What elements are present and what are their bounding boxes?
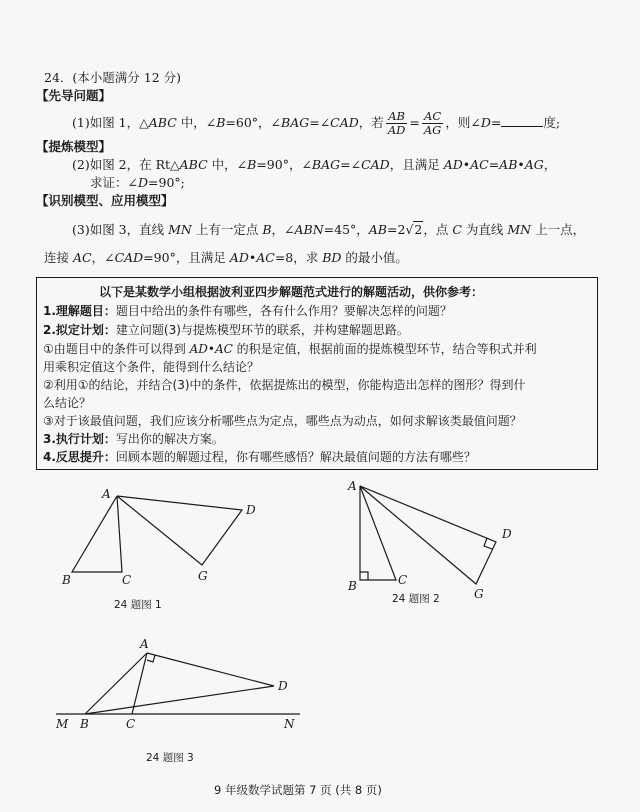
fig2-label-g: G <box>474 587 484 601</box>
question-3-line-1: (3)如图 3，直线 MN 上有一定点 B，∠ABN=45°，AB=2√2，点 C 为直线 MN 上一点， <box>72 222 586 237</box>
section-title-model: 【提炼模型】 <box>36 139 112 154</box>
fraction-ab-ad: $\frac{AB}{AD}$ <box>387 109 406 137</box>
question-2: (2)如图 2，在 Rt△ABC 中，∠B=90°，∠BAG=∠CAD，且满足 AD•AC=AB•AG， <box>72 157 557 172</box>
figure-1 <box>50 480 280 590</box>
question-header: 24．(本小题满分 12 分) <box>44 70 182 85</box>
fraction-ac-ag: $\frac{AC}{AG}$ <box>423 109 442 137</box>
fig3-right-angle-a <box>147 655 155 662</box>
question-1: (1)如图 1，△ABC 中，∠B=60°，∠BAG=∠CAD，若 $\frac{AB}{AD}$ = $\frac{AC}{AG}$ ，则∠D= 度; <box>72 109 561 137</box>
guidance-step-4: 4.反思提升：回顾本题的解题过程，你有哪些感悟？解决最值问题的方法有哪些？ <box>43 450 476 464</box>
guidance-step-3: 3.执行计划：写出你的解决方案。 <box>43 432 224 446</box>
fig1-label-a: A <box>102 487 111 501</box>
guidance-step-2a-cont: 用乘积定值这个条件，能得到什么结论？ <box>43 360 260 374</box>
fig3-label-b: B <box>80 717 89 731</box>
sqrt-symbol: √2 <box>405 222 423 237</box>
figure-2-caption: 24 题图 2 <box>392 593 440 605</box>
guidance-title: 以下是某数学小组根据波利亚四步解题范式进行的解题活动，供你参考： <box>99 285 484 299</box>
fig3-segment-ab <box>85 653 147 714</box>
fig3-label-n: N <box>284 717 295 731</box>
guidance-step-2b-cont: 么结论？ <box>43 396 92 410</box>
fig3-label-a: A <box>140 638 149 651</box>
fig1-triangle-abc <box>72 496 122 572</box>
answer-blank[interactable] <box>501 114 543 127</box>
guidance-step-1: 1.理解题目：题目中给出的条件有哪些，各有什么作用？要解决怎样的问题？ <box>43 304 452 318</box>
fig2-triangle-adg <box>360 486 496 584</box>
figure-3-caption: 24 题图 3 <box>146 752 194 764</box>
figure-3 <box>50 638 310 738</box>
section-title-apply: 【识别模型、应用模型】 <box>36 193 174 208</box>
fig3-segment-bd <box>85 686 274 714</box>
question-3-line-2: 连接 AC，∠CAD=90°，且满足 AD•AC=8，求 BD 的最小值。 <box>44 250 408 265</box>
figure-2 <box>340 476 520 606</box>
fig2-right-angle-b <box>360 572 368 580</box>
question-2-prove: 求证：∠D=90°; <box>90 175 185 190</box>
fig2-label-d: D <box>502 527 512 541</box>
fig1-label-g: G <box>198 569 208 583</box>
guidance-step-2b: ②利用①的结论，并结合(3)中的条件，依据提炼出的模型，你能构造出怎样的图形？得到什 <box>43 378 526 392</box>
figure-1-caption: 24 题图 1 <box>114 599 162 611</box>
fig2-label-b: B <box>348 579 357 593</box>
fig2-triangle-abc <box>360 486 396 580</box>
fig1-triangle-adg <box>117 496 242 565</box>
fig3-label-d: D <box>278 679 288 693</box>
fig2-label-a: A <box>348 479 357 493</box>
guidance-step-2a: ①由题目中的条件可以得到 AD•AC 的积是定值，根据前面的提炼模型环节，结合等积式并利 <box>43 342 537 356</box>
fig1-label-d: D <box>246 503 256 517</box>
guidance-step-2c: ③对于该最值问题，我们应该分析哪些点为定点，哪些点为动点，如何求解该类最值问题？ <box>43 414 522 428</box>
guidance-box <box>36 277 598 470</box>
fig3-segment-ad <box>147 653 274 686</box>
page-footer: 9 年级数学试题第 7 页 (共 8 页) <box>214 783 382 797</box>
fig1-label-b: B <box>62 573 71 587</box>
fig3-label-m: M <box>56 717 69 731</box>
fig3-label-c: C <box>126 717 136 731</box>
section-title-leading-problem: 【先导问题】 <box>36 88 112 103</box>
fig2-label-c: C <box>398 573 408 587</box>
fig1-label-c: C <box>122 573 132 587</box>
guidance-step-2: 2.拟定计划：建立问题(3)与提炼模型环节的联系，并构建解题思路。 <box>43 323 409 337</box>
